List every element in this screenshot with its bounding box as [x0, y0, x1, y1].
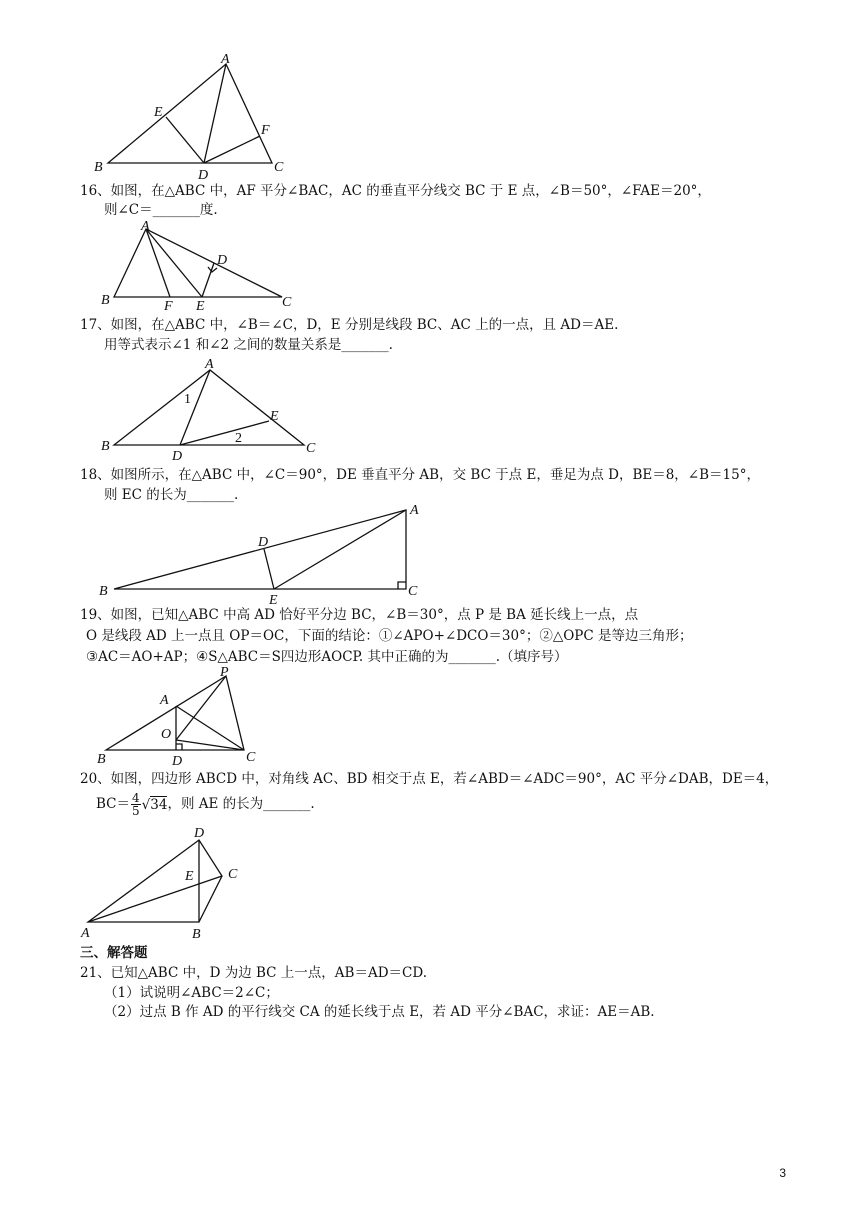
page-number: 3: [779, 1166, 786, 1180]
q20-label-E: E: [185, 869, 194, 884]
q19-label-P: P: [220, 665, 229, 680]
q17-label-1: 1: [184, 392, 191, 407]
q17-line1: 17、如图，在△ABC 中，∠B＝∠C，D，E 分别是线段 BC、AC 上的一点，且 AD＝AE.: [80, 317, 619, 333]
q19-label-B: B: [97, 752, 106, 767]
q16-label-C: C: [282, 295, 292, 310]
q21-line1: 21、已知△ABC 中，D 为边 BC 上一点，AB＝AD＝CD.: [80, 965, 428, 981]
q19-line2: O 是线段 AD 上一点且 OP＝OC，下面的结论：①∠APO+∠DCO＝30°；②△OPC 是等边三角形；: [86, 628, 693, 644]
q17-line2: 用等式表示∠1 和∠2 之间的数量关系是_______.: [104, 337, 393, 353]
q20-label-B: B: [192, 927, 201, 942]
label-B: B: [94, 160, 103, 175]
q17-label-D: D: [172, 449, 183, 462]
q20-label-A: A: [81, 926, 90, 941]
section-heading: 三、解答题: [80, 945, 148, 961]
label-F: F: [261, 123, 270, 138]
q20-line2: [96, 790, 315, 819]
q19-line1: 19、如图，已知△ABC 中高 AD 恰好平分边 BC，∠B＝30°，点 P 是 BA 延长线上一点，点: [80, 607, 639, 623]
q19-label-D: D: [172, 754, 183, 768]
label-D: D: [198, 168, 209, 182]
q18-label-E: E: [269, 593, 278, 606]
q19-line3: ③AC＝AO+AP；④S△ABC＝S四边形AOCP. 其中正确的为_______.（填序号）: [86, 649, 568, 665]
q18-line1: 18、如图所示，在△ABC 中，∠C＝90°，DE 垂直平分 AB，交 BC 于点 E，垂足为点 D，BE＝8，∠B＝15°，: [80, 467, 760, 483]
q16-label-D: D: [217, 253, 228, 268]
q17-label-A: A: [205, 357, 214, 372]
q16-label-F: F: [164, 299, 173, 312]
figure-top-triangle: [90, 50, 310, 182]
q18-label-C: C: [408, 584, 418, 599]
q18-label-B: B: [99, 584, 108, 599]
q18-label-D: D: [258, 535, 269, 550]
q19-label-O: O: [161, 727, 172, 742]
label-C: C: [274, 160, 284, 175]
figure-q20: [78, 822, 253, 944]
q20-fraction: $\frac{4}{5}$: [132, 791, 140, 818]
label-A: A: [221, 52, 230, 67]
q16-label-B: B: [101, 293, 110, 308]
q20-line2-rest: ，则 AE 的长为_______.: [167, 796, 315, 812]
q20-label-C: C: [228, 867, 238, 882]
q17-label-B: B: [101, 439, 110, 454]
q18-label-A: A: [410, 503, 419, 518]
q17-label-E: E: [270, 409, 279, 424]
q19-label-A: A: [160, 693, 169, 708]
figure-q18: [92, 500, 432, 606]
figure-q16: [96, 220, 306, 312]
q16-label-A: A: [141, 220, 150, 234]
q16-label-E: E: [196, 299, 205, 312]
figure-q17: [96, 354, 326, 462]
figure-q19: [94, 664, 269, 768]
label-E: E: [154, 105, 163, 120]
q21-part1: （1）试说明∠ABC＝2∠C；: [104, 985, 279, 1001]
q16-line1: 16、如图，在△ABC 中，AF 平分∠BAC，AC 的垂直平分线交 BC 于 E 点，∠B＝50°，∠FAE＝20°，: [80, 183, 711, 199]
q18-line2: 则 EC 的长为_______.: [104, 487, 239, 503]
q19-label-C: C: [246, 750, 256, 765]
q20-bc-label: BC＝: [96, 796, 131, 812]
q17-label-2: 2: [235, 431, 242, 446]
q17-label-C: C: [306, 441, 316, 456]
q20-label-D: D: [194, 826, 205, 841]
q16-line2: 则∠C＝_______度.: [104, 202, 218, 218]
q21-part2: （2）过点 B 作 AD 的平行线交 CA 的延长线于点 E，若 AD 平分∠BAC，求证：AE＝AB.: [104, 1004, 655, 1020]
q20-line1: 20、如图，四边形 ABCD 中，对角线 AC、BD 相交于点 E，若∠ABD＝∠ADC＝90°，AC 平分∠DAB，DE＝4，: [80, 771, 779, 787]
q20-sqrt: √34: [141, 796, 168, 813]
